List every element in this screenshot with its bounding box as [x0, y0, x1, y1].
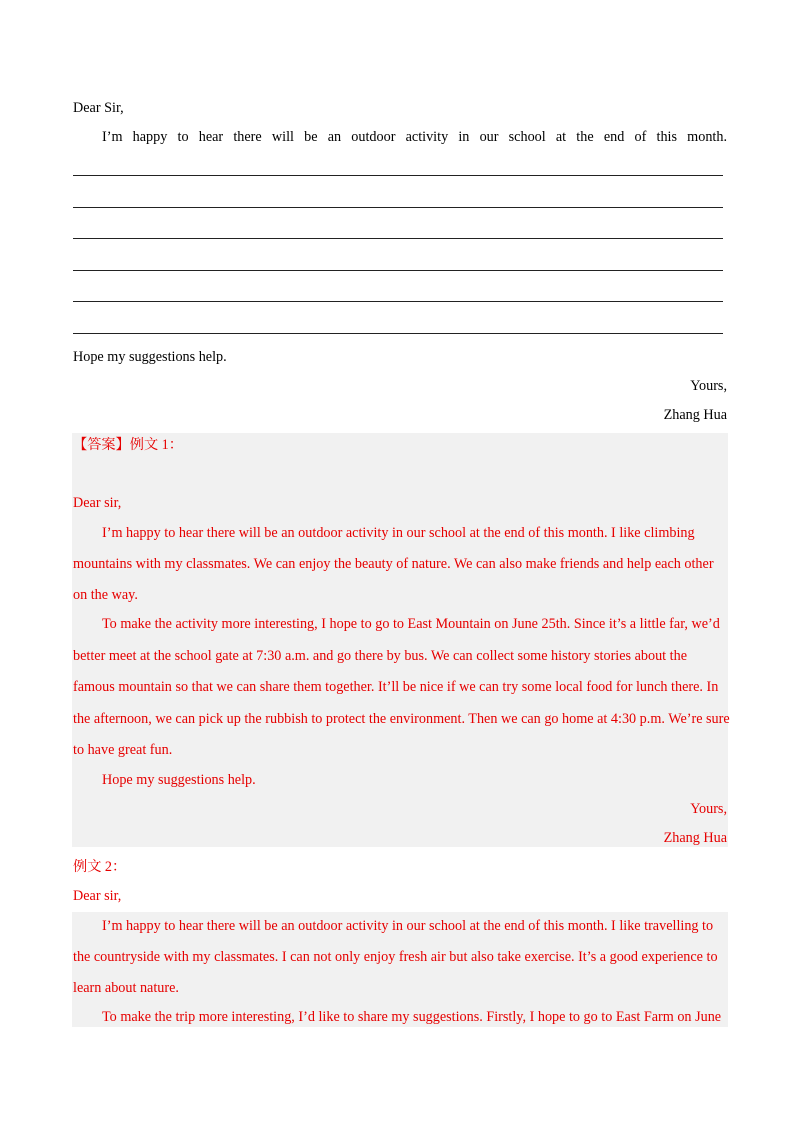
example1-line: on the way. [73, 587, 138, 603]
example2-line: the countryside with my classmates. I can not only enjoy fresh air but also take exercise. It’s a good experience to [73, 949, 718, 965]
example2-salutation: Dear sir, [73, 888, 122, 904]
writing-line-4 [73, 270, 723, 271]
prompt-opening: I’m happy to hear there will be an outdoor activity in our school at the end of this month. [102, 129, 727, 145]
prompt-salutation: Dear Sir, [73, 100, 124, 116]
prompt-closing: Hope my suggestions help. [73, 349, 227, 365]
writing-line-6 [73, 333, 723, 334]
example2-line: learn about nature. [73, 980, 179, 996]
example1-line: famous mountain so that we can share them together. It’ll be nice if we can try some local food for lunch there. In [73, 679, 719, 695]
example1-line: to have great fun. [73, 742, 173, 758]
example2-header: 例文 2： [73, 859, 127, 875]
example1-line: To make the activity more interesting, I hope to go to East Mountain on June 25th. Since it’s a little far, we’d [102, 616, 720, 632]
writing-line-2 [73, 207, 723, 208]
example2-line: I’m happy to hear there will be an outdoor activity in our school at the end of this month. I like travelling to [102, 918, 714, 934]
example2-line: To make the trip more interesting, I’d like to share my suggestions. Firstly, I hope to go to East Farm on June [102, 1009, 722, 1025]
example1-line: better meet at the school gate at 7:30 a.m. and go there by bus. We can collect some history stories about the [73, 648, 687, 664]
example1-line: the afternoon, we can pick up the rubbish to protect the environment. Then we can go home at 4:30 p.m. We’re sure [73, 711, 730, 727]
example1-signature: Zhang Hua [663, 830, 727, 846]
example1-line: Hope my suggestions help. [102, 772, 256, 788]
writing-line-3 [73, 238, 723, 239]
example1-line: I’m happy to hear there will be an outdoor activity in our school at the end of this month. I like climbing [102, 525, 695, 541]
writing-line-1 [73, 175, 723, 176]
prompt-signoff: Yours, [690, 378, 727, 394]
prompt-signature: Zhang Hua [663, 407, 727, 423]
example1-salutation: Dear sir, [73, 495, 122, 511]
writing-line-5 [73, 301, 723, 302]
example1-signoff: Yours, [690, 801, 727, 817]
example1-line: mountains with my classmates. We can enjoy the beauty of nature. We can also make friends and help each other [73, 556, 714, 572]
answer-header: 【答案】例文 1： [73, 437, 183, 453]
